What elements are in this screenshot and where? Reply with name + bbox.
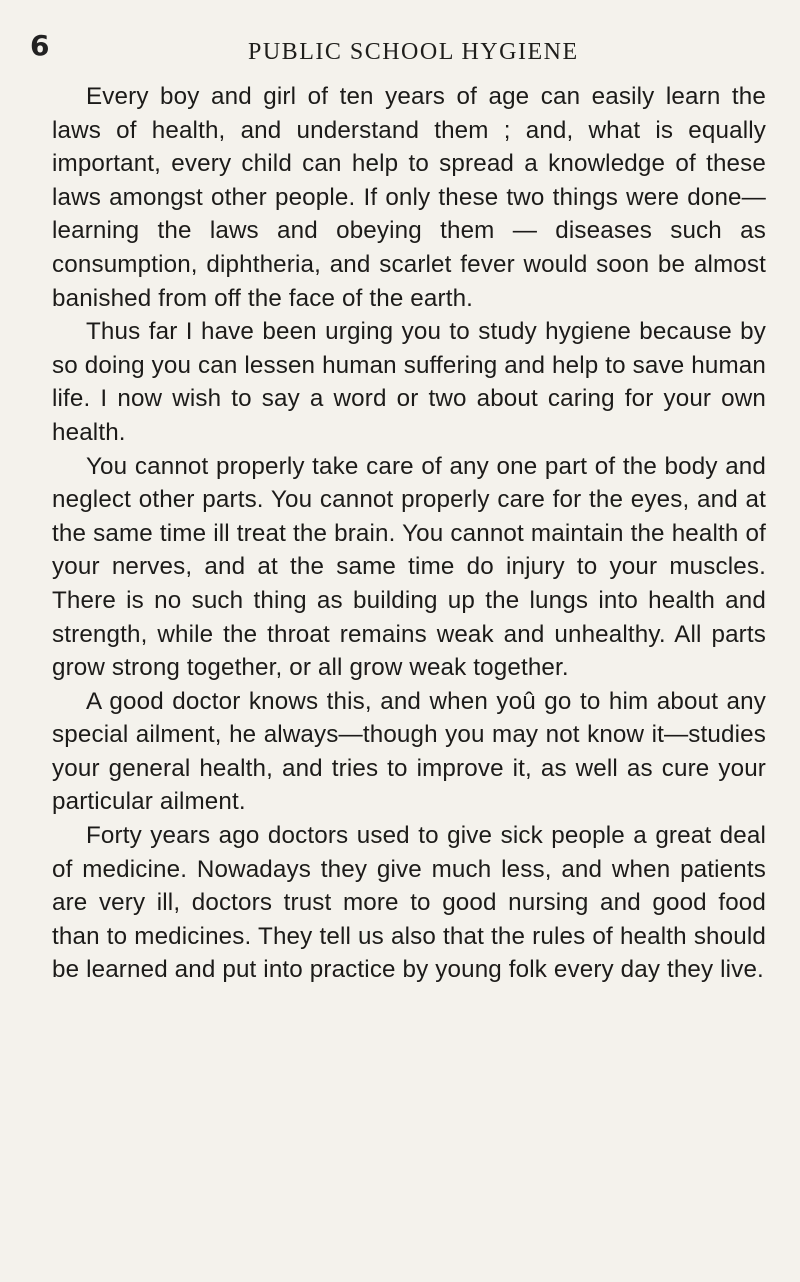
page-number: 6 xyxy=(30,29,50,62)
paragraph-1: Every boy and girl of ten years of age can easily learn the laws of health, and understand them ; and, what is equally important, every child can help to spread a knowledge of these laws amongst other people. If only these two things were done—learning the laws and obeying them — diseases such as consumption, diphtheria, and scarlet fever would soon be almost banished from off the face of the earth. xyxy=(52,83,766,312)
body-text xyxy=(52,80,766,987)
page-header xyxy=(30,30,760,70)
paragraph-4: A good doctor knows this, and when yoû go to him about any special ailment, he always—though you may not know it—studies your general health, and tries to improve it, as well as cure your particular ailment. xyxy=(52,687,766,816)
paragraph-2: Thus far I have been urging you to study hygiene because by so doing you can lessen human suffering and help to save human life. I now wish to say a word or two about caring for your own health. xyxy=(52,318,766,446)
paragraph-5: Forty years ago doctors used to give sick people a great deal of medicine. Nowadays they give much less, and when patients are very ill, doctors trust more to good nursing and good food than to medicines. They tell us also that the rules of health should be learned and put into practice by young folk every day they live. xyxy=(52,822,766,984)
running-head: PUBLIC SCHOOL HYGIENE xyxy=(248,39,579,65)
paragraph-3: You cannot properly take care of any one part of the body and neglect other parts. You cannot properly care for the eyes, and at the same time ill treat the brain. You cannot maintain the health of your nerves, and at the same time do injury to your muscles. There is no such thing as building up the lungs into health and strength, while the throat remains weak and unhealthy. All parts grow strong together, or all grow weak together. xyxy=(52,452,766,682)
